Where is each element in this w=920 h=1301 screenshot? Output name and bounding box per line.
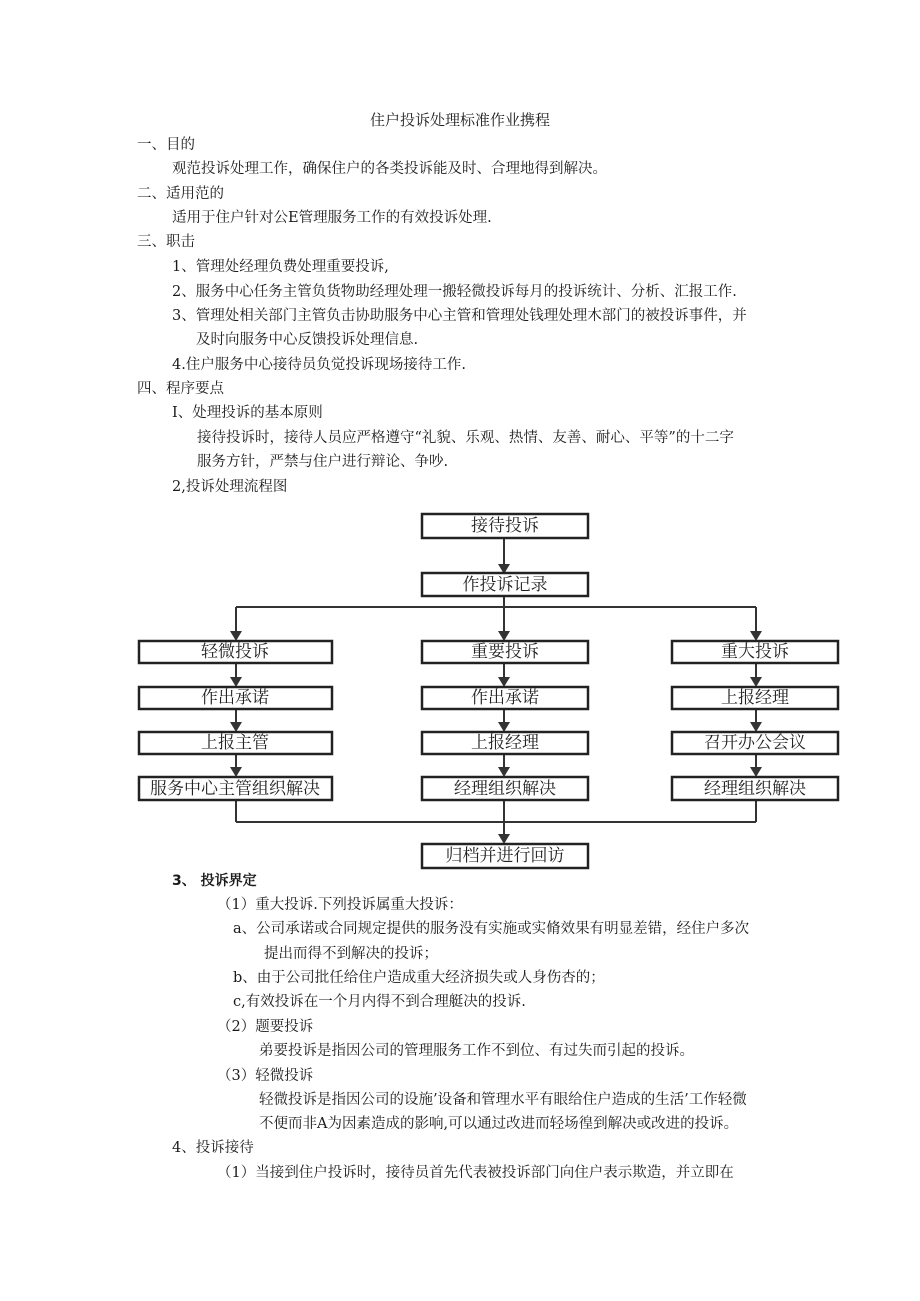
section-purpose-heading: 一、目的 xyxy=(137,137,195,153)
duty-item: 4.住户服务中心接待员负觉投诉现场接待工作. xyxy=(172,357,466,373)
flow-box-label: 召开办公会议 xyxy=(704,733,806,753)
minor-complaint-body-line: 轻微投诉是指因公司的设施’设备和管理水平有眼给住户造成的生活’工作轻微 xyxy=(259,1092,747,1108)
principles-body-line: 接待投诉时，接待人员应严格遵守“礼貌、乐观、热情、友善、耐心、平等”的十二字 xyxy=(197,430,734,446)
arrow-head xyxy=(498,767,510,777)
duty-item: 1、管理处经理负费处理重要投诉, xyxy=(172,259,389,275)
minor-complaint-title: （3）轻微投诉 xyxy=(217,1068,314,1084)
duty-item: 2、服务中心任务主管负货物助经理处理一搬轻微投诉每月的投诉统计、分析、汇报工作. xyxy=(172,284,737,300)
major-complaint-item-a: a、公司承诺或合同规定提供的服务没有实施或实脩效果有明显差错，经住户多次 xyxy=(233,921,750,937)
arrow-head xyxy=(498,631,510,641)
flow-box-label: 作出承诺 xyxy=(471,688,539,708)
section-procedure-heading: 四、程序要点 xyxy=(137,381,224,397)
important-complaint-body: 弟要投诉是指因公司的管理服务工作不到位、有过失而引起的投诉。 xyxy=(259,1043,694,1059)
flow-box-label: 重要投诉 xyxy=(471,642,539,662)
flow-box-label: 归档并进行回访 xyxy=(445,846,565,866)
arrow-head xyxy=(498,722,510,732)
principles-body-line: 服务方针，严禁与住户进行辩论、争吵. xyxy=(197,454,449,470)
flow-box-label: 轻微投诉 xyxy=(201,642,269,662)
arrow-head xyxy=(750,722,762,732)
arrow-head xyxy=(230,767,242,777)
flowchart-heading: 2,投诉处理流程图 xyxy=(172,479,288,495)
reception-step-1: （1）当接到住户投诉时，接待员首先代表被投诉部门向住户表示欺造，并立即在 xyxy=(217,1165,734,1181)
flow-box-label: 经理组织解决 xyxy=(454,779,556,799)
arrow-head xyxy=(230,722,242,732)
major-complaint-title: （1）重大投诉.下列投诉属重大投诉： xyxy=(217,897,463,913)
flow-box-label: 接待投诉 xyxy=(471,516,539,536)
arrow-head xyxy=(498,834,510,844)
flow-box-label: 作投诉记录 xyxy=(462,575,548,595)
important-complaint-title: （2）题要投诉 xyxy=(217,1019,314,1035)
flow-box-label: 服务中心主管组织解决 xyxy=(150,779,320,799)
major-complaint-item-b: b、由于公司批任给住户造成重大经济损失或人身伤杏的； xyxy=(233,970,605,986)
flow-box-label: 上报经理 xyxy=(721,688,789,708)
arrow-head xyxy=(498,677,510,687)
arrow-head xyxy=(750,767,762,777)
section-scope-body: 适用于住户针对公E管理服务工作的有效投诉处理. xyxy=(172,210,492,226)
duty-item-continued: 及时向服务中心反馈投诉处理信息. xyxy=(196,332,419,348)
flow-box-label: 重大投诉 xyxy=(721,642,789,662)
minor-complaint-body-line: 不便而非A为因素造成的影响,可以通过改进而轻场徨到解决或改进的投诉。 xyxy=(259,1116,739,1132)
arrow-head xyxy=(230,677,242,687)
page-title: 住户投诉处理标准作业携程 xyxy=(369,111,550,129)
section-purpose-body: 观范投诉处理工作，确保住户的各类投诉能及时、合理地得到解决。 xyxy=(172,161,607,177)
principles-heading: Ⅰ、处理投诉的基本原则 xyxy=(172,405,323,421)
flow-box-label: 上报主管 xyxy=(201,733,269,753)
section-duties-heading: 三、职击 xyxy=(137,234,195,250)
arrow-head xyxy=(230,631,242,641)
definition-heading: 3、 投诉界定 xyxy=(172,873,257,889)
flow-box-label: 经理组织解决 xyxy=(704,779,806,799)
reception-heading: 4、投诉接待 xyxy=(172,1140,254,1156)
section-scope-heading: 二、适用范的 xyxy=(137,186,224,202)
major-complaint-item-c: c,有效投诉在一个月内得不到合理艇决的投诉. xyxy=(233,994,526,1010)
arrow-head xyxy=(750,677,762,687)
flow-box-label: 作出承诺 xyxy=(201,688,269,708)
flow-box-label: 上报经理 xyxy=(471,733,539,753)
major-complaint-item-a-cont: 提出而得不到解决的投诉； xyxy=(264,946,438,962)
arrow-head xyxy=(750,631,762,641)
duty-item: 3、管理处相关部门主管负击协助服务中心主管和管理处钱理处理木部门的被投诉事件，并 xyxy=(172,308,747,324)
